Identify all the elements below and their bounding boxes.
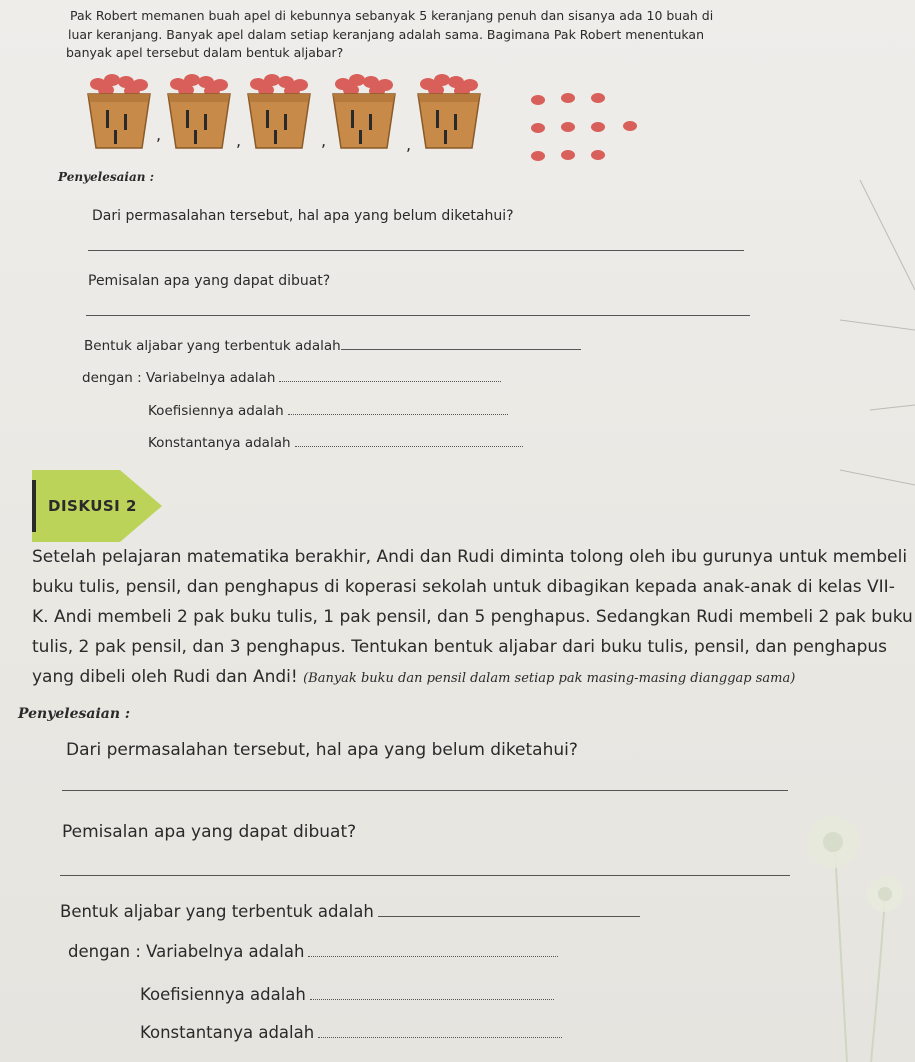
dandelion-decoration [775,790,915,1062]
section1-coefficient [148,402,508,419]
problem-line-3: K. Andi membeli 2 pak buku tulis, 1 pak pensil, dan 5 penghapus. Sedangkan Rudi membeli 2 pak buku [32,607,913,627]
problem-line-5-main: yang dibeli oleh Rudi dan Andi! [32,667,304,687]
section1-coefficient-label: Koefisiennya adalah [148,403,284,419]
problem-line-4: tulis, 2 pak pensil, dan 3 penghapus. Tentukan bentuk aljabar dari buku tulis, pensil, dan penghapus [32,637,888,657]
section1-question-substitution: Pemisalan apa yang dapat dibuat? [88,273,331,289]
section1-algebra-blank[interactable] [341,337,581,350]
problem-note: (Banyak buku dan pensil dalam setiap pak masing-masing dianggap sama) [303,671,796,686]
section2-constant-label: Konstantanya adalah [140,1023,315,1042]
problem-line-2: buku tulis, pensil, dan penghapus di koperasi sekolah untuk dibagikan kepada anak-anak di kelas VII- [32,577,895,597]
apple-baskets-illustration [84,70,664,170]
section1-constant [148,434,523,451]
section1-constant-blank[interactable] [295,434,523,447]
section2-coefficient-label: Koefisiennya adalah [140,985,306,1004]
section1-variable-label: dengan : Variabelnya adalah [82,370,276,386]
section2-answer-line-2[interactable] [60,875,790,876]
section2-question-substitution: Pemisalan apa yang dapat dibuat? [62,822,357,842]
section1-variable-blank[interactable] [279,369,501,382]
section2-coefficient-blank[interactable] [310,987,554,1000]
section2-constant [140,1023,562,1042]
section2-coefficient [140,985,554,1004]
section1-variable [82,369,501,386]
section2-question-unknown: Dari permasalahan tersebut, hal apa yang belum diketahui? [66,740,578,760]
section2-constant-blank[interactable] [318,1025,562,1038]
svg-text:,: , [406,135,412,154]
section1-coefficient-blank[interactable] [288,402,508,415]
section2-algebra-blank[interactable] [378,904,640,917]
section2-variable [68,942,558,961]
section1-answer-line-1[interactable] [88,250,744,251]
intro-line-3: banyak apel tersebut dalam bentuk aljabar? [66,45,344,60]
intro-line-1: Pak Robert memanen buah apel di kebunnya sebanyak 5 keranjang penuh dan sisanya ada 10 buah di [70,8,714,23]
svg-text:,: , [236,131,242,150]
section1-constant-label: Konstantanya adalah [148,435,291,451]
diskusi-label: DISKUSI 2 [48,497,137,515]
section2-algebra-form [60,902,640,921]
section1-answer-line-2[interactable] [86,315,750,316]
section1-heading: Penyelesaian : [58,170,155,184]
problem-line-5 [32,662,795,694]
section2-variable-label: dengan : Variabelnya adalah [68,942,305,961]
section2-heading: Penyelesaian : [18,706,131,722]
section1-question-unknown: Dari permasalahan tersebut, hal apa yang belum diketahui? [92,208,514,224]
svg-text:,: , [156,125,162,144]
section2-answer-line-1[interactable] [62,790,788,791]
section2-algebra-label: Bentuk aljabar yang terbentuk adalah [60,902,374,921]
svg-text:,: , [321,131,327,150]
background-lines [840,180,915,500]
section1-algebra-label: Bentuk aljabar yang terbentuk adalah [84,338,341,354]
problem-line-1: Setelah pelajaran matematika berakhir, Andi dan Rudi diminta tolong oleh ibu gurunya untuk membeli [32,547,908,567]
section1-algebra-form [84,337,581,354]
intro-line-2: luar keranjang. Banyak apel dalam setiap keranjang adalah sama. Bagimana Pak Robert menentukan [68,27,705,42]
section2-variable-blank[interactable] [308,944,558,957]
